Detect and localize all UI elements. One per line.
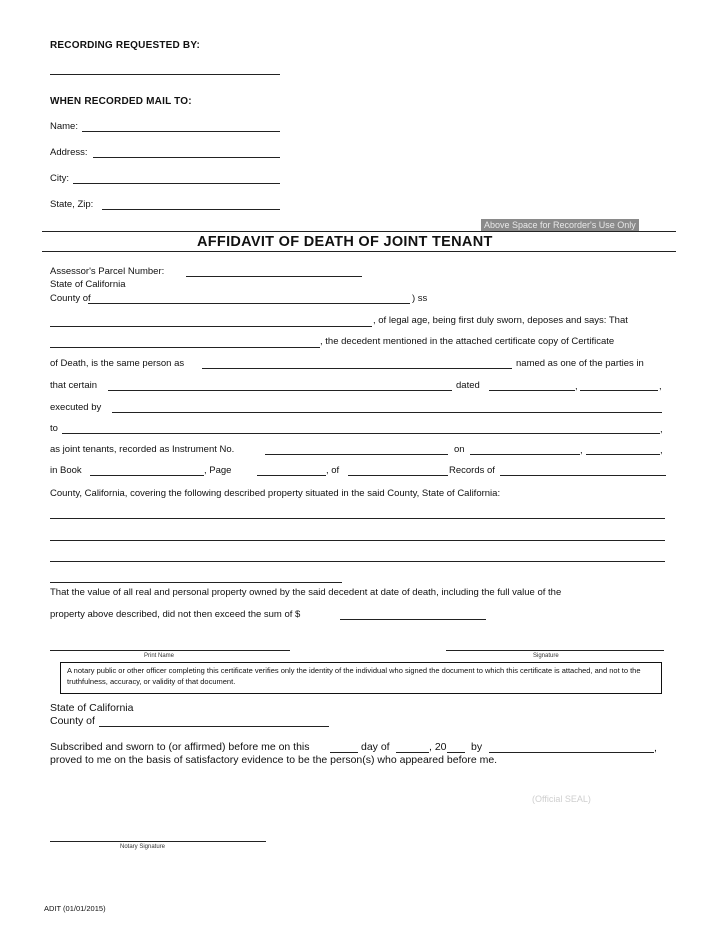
address-field[interactable]	[93, 157, 280, 158]
page-field[interactable]	[257, 475, 326, 476]
recorded-year-field[interactable]	[586, 454, 660, 455]
comma-20-text: , 20	[429, 741, 447, 753]
affiant-name-field[interactable]	[50, 326, 372, 327]
legal-age-text: , of legal age, being first duly sworn, deposes and says: That	[373, 315, 628, 326]
executed-by-text: executed by	[50, 402, 102, 413]
dated-year-field[interactable]	[580, 390, 658, 391]
on-comma: ,	[580, 445, 583, 456]
recording-requested-by-label: RECORDING REQUESTED BY:	[50, 40, 200, 51]
title-underline	[42, 251, 676, 252]
dated-comma: ,	[575, 381, 578, 392]
of-text: , of	[326, 465, 340, 476]
dated-comma-2: ,	[659, 381, 662, 392]
notary-signature-line[interactable]	[50, 841, 266, 842]
recorder-use-label: Above Space for Recorder's Use Only	[481, 219, 639, 231]
dated-text: dated	[456, 380, 480, 391]
notary-county-label: County of	[50, 715, 95, 727]
records-of-text: Records of	[449, 465, 495, 476]
that-certain-text: that certain	[50, 380, 97, 391]
dated-month-field[interactable]	[489, 390, 575, 391]
property-description-line-3[interactable]	[50, 561, 665, 562]
property-description-line-4[interactable]	[50, 582, 342, 583]
property-description-line-2[interactable]	[50, 540, 665, 541]
city-label: City:	[50, 173, 69, 184]
apn-field[interactable]	[186, 276, 362, 277]
by-text: by	[471, 741, 483, 753]
print-name-label: Print Name	[144, 653, 175, 659]
name-field[interactable]	[82, 131, 280, 132]
signature-line[interactable]	[446, 650, 664, 651]
subscribed-month-field[interactable]	[396, 752, 429, 753]
notary-disclaimer-box: A notary public or other officer completing this certificate verifies only the identity of the individual who signed the document to which this certificate is attached, and not to the truthfulness, accuracy, or validity of that document.	[60, 662, 662, 694]
instrument-type-field[interactable]	[108, 390, 452, 391]
print-name-line[interactable]	[50, 650, 290, 651]
recorded-on-field[interactable]	[470, 454, 580, 455]
proved-text: proved to me on the basis of satisfactory evidence to be the person(s) who appeared before me.	[50, 754, 498, 766]
in-book-text: in Book	[50, 465, 82, 476]
value-statement-text: That the value of all real and personal property owned by the said decedent at date of death, including the full value of the	[50, 587, 562, 598]
recording-requested-by-line[interactable]	[50, 74, 280, 75]
to-text: to	[50, 423, 58, 434]
to-field[interactable]	[62, 433, 660, 434]
records-of-field[interactable]	[500, 475, 666, 476]
subscribed-day-field[interactable]	[330, 752, 358, 753]
recorder-divider	[42, 231, 676, 232]
apn-label: Assessor's Parcel Number:	[50, 266, 165, 277]
state-zip-field[interactable]	[102, 209, 280, 210]
to-comma: ,	[660, 424, 663, 435]
same-person-field[interactable]	[202, 368, 512, 369]
notary-state-label: State of California	[50, 702, 134, 714]
document-title: AFFIDAVIT OF DEATH OF JOINT TENANT	[197, 234, 493, 250]
property-description-line-1[interactable]	[50, 518, 665, 519]
of-death-text: of Death, is the same person as	[50, 358, 185, 369]
page-text: , Page	[204, 465, 232, 476]
of-field[interactable]	[348, 475, 448, 476]
subscribed-year-field[interactable]	[447, 752, 465, 753]
subscribed-text: Subscribed and sworn to (or affirmed) before me on this	[50, 741, 310, 753]
state-label: State of California	[50, 279, 126, 290]
county-label: County of	[50, 293, 91, 304]
joint-tenants-text: as joint tenants, recorded as Instrument No.	[50, 444, 235, 455]
official-seal-label: (Official SEAL)	[532, 794, 591, 804]
property-above-text: property above described, did not then exceed the sum of $	[50, 609, 301, 620]
notary-county-field[interactable]	[99, 726, 329, 727]
county-field[interactable]	[88, 303, 410, 304]
when-recorded-mail-to-label: WHEN RECORDED MAIL TO:	[50, 96, 192, 107]
on-comma-2: ,	[660, 445, 663, 456]
notary-signature-label: Notary Signature	[120, 844, 166, 850]
signature-label: Signature	[533, 653, 559, 659]
name-label: Name:	[50, 121, 78, 132]
by-comma: ,	[654, 742, 657, 754]
address-label: Address:	[50, 147, 88, 158]
instrument-no-field[interactable]	[265, 454, 448, 455]
day-of-text: day of	[361, 741, 390, 753]
state-zip-label: State, Zip:	[50, 199, 94, 210]
subscribed-by-field[interactable]	[489, 752, 654, 753]
named-as-text: named as one of the parties in	[516, 358, 644, 369]
sum-field[interactable]	[340, 619, 486, 620]
decedent-mentioned-text: , the decedent mentioned in the attached certificate copy of Certificate	[320, 336, 615, 347]
ss-label: ) ss	[412, 293, 428, 304]
executed-by-field[interactable]	[112, 412, 662, 413]
city-field[interactable]	[73, 183, 280, 184]
form-code-footer: ADIT (01/01/2015)	[44, 904, 106, 913]
on-text: on	[454, 444, 465, 455]
book-field[interactable]	[90, 475, 204, 476]
decedent-name-field[interactable]	[50, 347, 320, 348]
county-california-text: County, California, covering the following described property situated in the said County, State of California:	[50, 488, 501, 499]
